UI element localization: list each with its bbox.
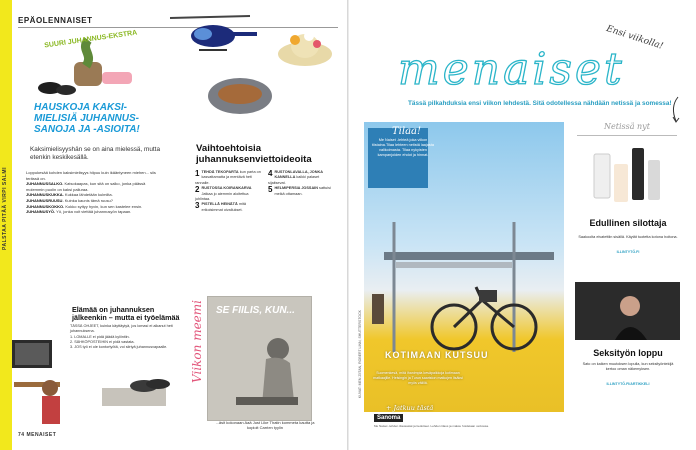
- section-header: EPÄOLENNAISET: [18, 16, 93, 25]
- idea-item: 2 RUSTOSSA KOIRANKARVA Jatkaa jo aiemmin aloitettua juhlintaa.: [195, 185, 252, 202]
- work-body: [70, 324, 182, 350]
- office-girl-image: [6, 330, 68, 430]
- ideas-headline: Vaihtoehtoisia juhannuksenviettoideoita: [196, 143, 312, 165]
- story-1-title: Edullinen silottaja: [589, 218, 667, 228]
- idea-item: 4 RUSTONLAVALLA, JONKA KANNELLA kaikki palaset sijaitsevat.: [268, 169, 323, 185]
- helicopter-image: [165, 12, 260, 57]
- meme-woman-image: [208, 297, 313, 422]
- next-week-label: Ensi viikolla!: [604, 24, 665, 52]
- main-body: [26, 170, 158, 215]
- page-gutter: [347, 0, 349, 450]
- idea-item: 1 TEHDÄ TEKOPARTA kun parta on kasvattamatta ja mentävä heti rannalle.: [195, 169, 261, 185]
- side-tag: PALSTAA PITÄÄ VIRPI SALMI: [2, 167, 8, 250]
- story-2-title: Seksityön loppu: [593, 348, 663, 358]
- story-1-link[interactable]: ILLINTYTÖ.FI: [616, 250, 640, 254]
- work-headline: Elämää on juhannuksen jälkeenkin – mutta ei työelämää: [72, 305, 180, 323]
- flower-hat-image: [275, 20, 335, 75]
- body-paragraph: JUHANNUSRUUSU. Kuinka kaunis tämä ruusu?: [26, 197, 113, 203]
- work-paragraph: 1. LOMALLE ei pidä jäädä kyliintiin.: [70, 334, 130, 339]
- main-lead: Kaksimielisyyshän se on aina mielessä, mutta etenkin keskikesällä.: [30, 146, 161, 161]
- meme-poster-title: SE FIILIS, KUN...: [216, 305, 295, 316]
- story-1-text: Saakoolta elvatettiin sisällä. Käytät tuotetta kotona hoitona.: [578, 235, 678, 239]
- ideas-column: [268, 170, 335, 213]
- page-footer: 74 MENAISET: [18, 432, 57, 438]
- ideas-column: [195, 170, 262, 213]
- body-paragraph: JUHANNUSKUKKA. Kukkaa lähdetään kulmilta.: [26, 192, 113, 198]
- ideas-list: [195, 170, 335, 213]
- portrait-image: [575, 282, 680, 340]
- photo-credit: KUVAT: MEN ZIITAN, ROBERT LINN, SHUTTERSTOCK: [358, 310, 362, 399]
- body-paragraph: JUHANNUSSALKO. Katsokaapas, kun sitä on salko, jonka päässä molemmin puolin on kaksi palluraa.: [26, 181, 146, 192]
- idea-item: 3 PISTELLÄ HEINÄTÄ mitä erikoisimmat oivallukset.: [195, 201, 246, 212]
- work-paragraph: 2. SÄHKÖPOSTEIHIN ei pidä vastata.: [70, 339, 135, 344]
- story-2-link[interactable]: ILLINTYTÖ.FI/ARTIKKELI: [606, 382, 650, 386]
- work-paragraph: 3. JOS työ ei ole kontortyötä, voi siirtyä juhannusvapaalle.: [70, 345, 168, 350]
- subscribe-title: Tilaa!: [392, 126, 422, 137]
- serum-products-image: [580, 140, 675, 212]
- body-paragraph: Loppukesää kohden kaksimielisyys hiipuu kuin ikääntyneen miehen... siis terässä on.: [26, 170, 156, 181]
- work-paragraph: TÄSSÄ OHJEET, kuinka käyttäytyä, jos lomasi ei alkanut heti juhannuksena.: [70, 324, 173, 334]
- travel-continue-link[interactable]: + Jatkuu tästä: [386, 404, 434, 412]
- travel-hero-image: [364, 122, 564, 412]
- travel-headline: KOTIMAAN KUTSUU: [385, 350, 489, 360]
- ferry-deck-illustration: [364, 122, 564, 412]
- meme-caption: ...äsit kokonaan Aaä Just Like Thatin kommeta kautta ja kopioit Carrien tyylin: [215, 420, 315, 430]
- online-now-label: Netissä nyt: [604, 122, 650, 131]
- travel-text: Suomenkesä, mitä ihanimpia kesäpaikkoja kotimaan matkaajille. Helsingin ja Turun saariston matkojen lisäksi myös välillä.: [373, 371, 463, 385]
- online-rule: [577, 135, 677, 136]
- meme-label: Viikon meemi: [190, 300, 204, 383]
- preview-intro: Tässä pilkahduksia ensi viikon lehdestä. Sitä odotellessa nähdään netissä ja somessa!: [408, 100, 672, 107]
- fine-print: Me Naiset -lehden tilausasiat ja tiedotteet. Lehden tilaus ja maksu hoidetaan verkossa.: [374, 424, 489, 428]
- meme-poster: [207, 296, 312, 421]
- magazine-logo: menaiset: [398, 44, 625, 95]
- grill-food-image: [205, 72, 275, 117]
- body-paragraph: JUHANNUSYÖ. Yö, jonka voit viettää juhannusyön tapaan.: [26, 209, 132, 215]
- feet-on-desk-image: [96, 366, 176, 416]
- body-paragraph: JUHANNUSKOKKO. Kokko syttyy hyvin, kun sen kastelee ensin.: [26, 203, 143, 209]
- subscribe-text: Me Naiset -lehteä joka viikon tiistaina.Tilaa lehteen netistä laajasta valikoimasta. Tilaa nykyisten kampanjoiden ehdot ja hinnat.: [372, 138, 434, 157]
- idea-item: 5 HELMIPERSIA JOSSAIN sattuisi meikä ottamaan.: [268, 185, 331, 196]
- main-headline: HAUSKOJA KAKSI-MIELISIÄ JUHANNUS-SANOJA JA -ASIOITA!: [34, 102, 140, 135]
- publisher-logo: Sanoma: [374, 414, 403, 422]
- story-2-text: Sato on kaiken muutoksen lopulla, kun seksityöntekijä kertoo oman näkemyksen.: [582, 362, 674, 371]
- sauna-badge: SUURI JUHANNUS-EKSTRA: [43, 29, 138, 50]
